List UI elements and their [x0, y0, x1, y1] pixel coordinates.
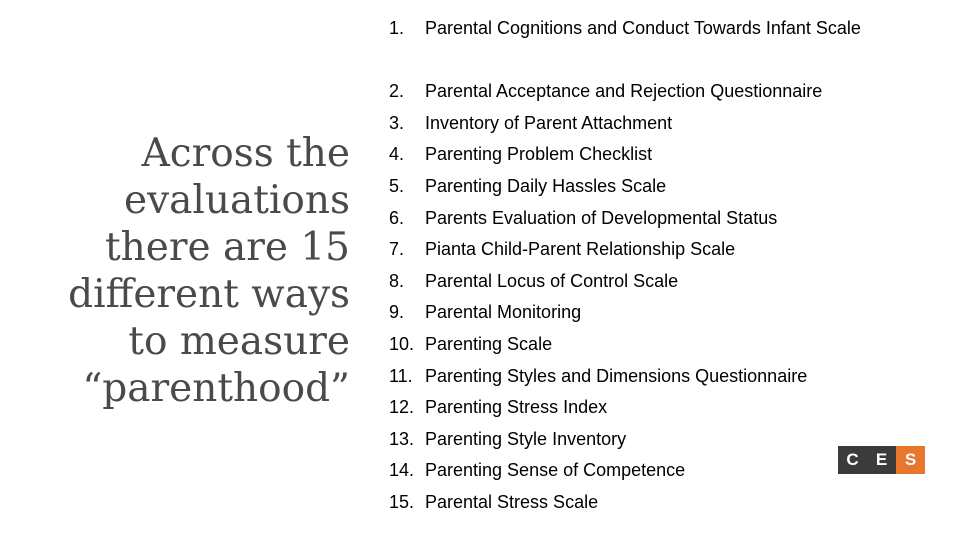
list-item-number: 13.: [389, 429, 415, 449]
list-item-number: 7.: [389, 239, 405, 259]
list-item: [389, 270, 889, 292]
list-item: [389, 301, 889, 323]
measures-list: [389, 17, 889, 513]
headline-line-2: evaluations: [124, 178, 350, 223]
list-item: [389, 365, 889, 387]
list-item-text: Parental Stress Scale: [425, 492, 599, 512]
headline-line-3: there are 15: [105, 225, 350, 270]
list-item-number: 11.: [389, 366, 413, 386]
list-item-text: Parenting Scale: [425, 334, 553, 354]
list-item-text: Parenting Styles and Dimensions Questionnaire: [425, 366, 808, 386]
list-item-number: 9.: [389, 302, 405, 322]
list-item-number: 10.: [389, 334, 415, 354]
list-item: [389, 333, 889, 355]
headline-line-1: Across the: [141, 131, 350, 176]
list-item: [389, 80, 889, 102]
list-item-text: Parenting Sense of Competence: [425, 460, 686, 480]
list-item-text: Parental Cognitions and Conduct Towards Infant Scale: [425, 18, 861, 38]
list-item-number: 3.: [389, 113, 405, 133]
list-item-text: Parenting Stress Index: [425, 397, 608, 417]
list-item-text: Parenting Problem Checklist: [425, 144, 653, 164]
list-item-text: Parents Evaluation of Developmental Status: [425, 208, 778, 228]
list-item-number: 1.: [389, 18, 405, 38]
headline: [20, 130, 350, 412]
headline-line-4: different ways: [68, 272, 350, 317]
headline-line-5: to measure: [128, 319, 350, 364]
list-item-number: 12.: [389, 397, 415, 417]
logo-letter-c: C: [838, 446, 867, 474]
list-item: [389, 238, 889, 260]
list-item: [389, 143, 889, 165]
list-item: [389, 175, 889, 197]
list-item-text: Pianta Child-Parent Relationship Scale: [425, 239, 736, 259]
list-item: [389, 396, 889, 418]
list-item-text: Parental Monitoring: [425, 302, 582, 322]
list-item: [389, 112, 889, 134]
list-item-text: Parenting Daily Hassles Scale: [425, 176, 667, 196]
list-item-text: Parenting Style Inventory: [425, 429, 627, 449]
list-item: [389, 459, 889, 481]
logo-letter-e: E: [867, 446, 896, 474]
headline-line-6: “parenthood”: [82, 366, 350, 411]
logo-letter-s: S: [896, 446, 925, 474]
list-item-number: 15.: [389, 492, 415, 512]
list-item-number: 2.: [389, 81, 405, 101]
list-item-text: Parental Locus of Control Scale: [425, 271, 679, 291]
list-item: [389, 17, 889, 62]
list-item-number: 14.: [389, 460, 415, 480]
list-item-number: 5.: [389, 176, 405, 196]
list-item: [389, 428, 889, 450]
ces-logo: [838, 446, 925, 474]
list-item-number: 6.: [389, 208, 405, 228]
list-item-text: Parental Acceptance and Rejection Questionnaire: [425, 81, 823, 101]
list-item: [389, 207, 889, 229]
list-item-number: 4.: [389, 144, 405, 164]
list-item-text: Inventory of Parent Attachment: [425, 113, 673, 133]
list-item: [389, 491, 889, 513]
list-item-number: 8.: [389, 271, 405, 291]
